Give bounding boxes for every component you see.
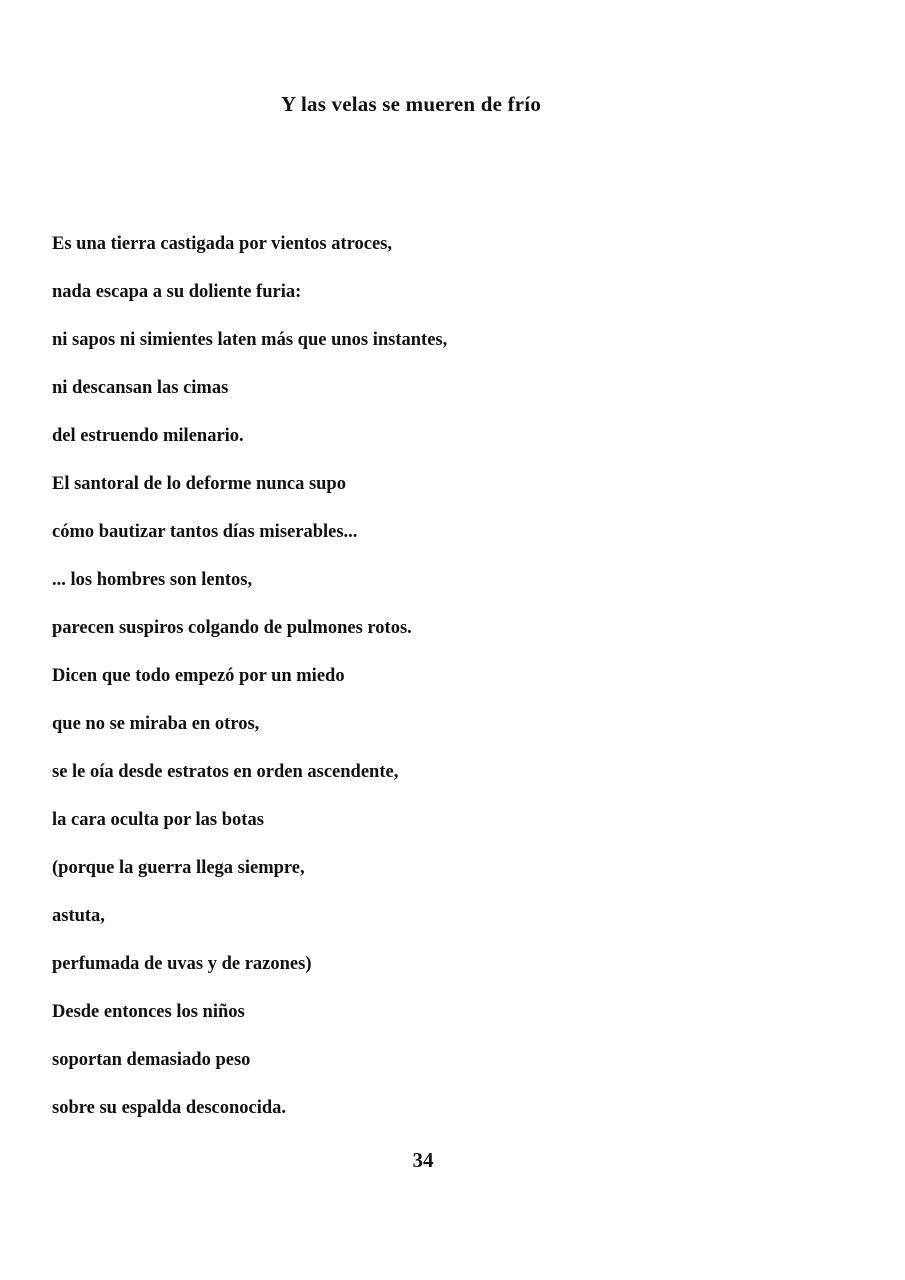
poem-line: se le oía desde estratos en orden ascendente, [52,762,399,782]
poem-line: ni descansan las cimas [52,378,229,398]
page-number: 34 [412,1148,434,1172]
poem-line: la cara oculta por las botas [52,810,264,830]
poem-line: El santoral de lo deforme nunca supo [52,474,346,494]
poem-line: ... los hombres son lentos, [52,570,253,590]
poem-line: astuta, [52,906,105,926]
poem-line: sobre su espalda desconocida. [52,1098,287,1118]
poem-line: (porque la guerra llega siempre, [52,858,305,878]
poem-line: que no se miraba en otros, [52,714,260,734]
poem-body [52,228,447,1140]
poem-line: cómo bautizar tantos días miserables... [52,522,358,542]
poem-line: ni sapos ni simientes laten más que unos instantes, [52,330,448,350]
poem-line: nada escapa a su doliente furia: [52,282,302,302]
poem-line: Dicen que todo empezó por un miedo [52,666,345,686]
poem-line: del estruendo milenario. [52,426,244,446]
poem-line: Desde entonces los niños [52,1002,245,1022]
poem-line: Es una tierra castigada por vientos atroces, [52,234,393,254]
poem-line: soportan demasiado peso [52,1050,251,1070]
poem-line: perfumada de uvas y de razones) [52,954,312,974]
poem-line: parecen suspiros colgando de pulmones rotos. [52,618,412,638]
poem-title: Y las velas se mueren de frío [280,92,542,116]
